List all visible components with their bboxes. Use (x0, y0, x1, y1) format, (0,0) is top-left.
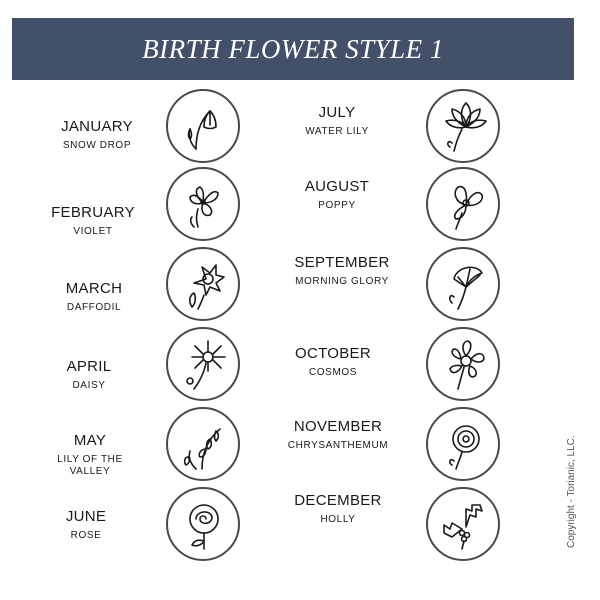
title-banner (12, 18, 574, 80)
violet-circle (166, 167, 240, 241)
month-name: JUNE (65, 508, 107, 525)
poppy-icon (436, 177, 490, 231)
lily-of-the-valley-icon (176, 417, 230, 471)
rose-icon (176, 497, 230, 551)
rose-circle (166, 487, 240, 561)
daisy-icon (176, 337, 230, 391)
cosmos-icon (436, 337, 490, 391)
flower-name: SNOW DROP (62, 140, 132, 151)
month-name: JULY (318, 104, 356, 121)
flower-name: VIOLET (73, 226, 113, 237)
month-label-may (40, 432, 140, 478)
month-label-october (278, 345, 388, 379)
water-lily-icon (436, 99, 490, 153)
month-label-march (44, 280, 144, 314)
flower-name: CHRYSANTHEMUM (287, 440, 389, 451)
month-name: MAY (73, 432, 107, 449)
month-label-february (43, 204, 143, 238)
month-name: OCTOBER (294, 345, 371, 362)
month-label-january (47, 118, 147, 152)
month-name: AUGUST (304, 178, 370, 195)
month-label-september (282, 254, 402, 288)
month-name: NOVEMBER (293, 418, 383, 435)
flower-name: LILY OF THE VALLEY (57, 454, 123, 477)
chrysanthemum-circle (426, 407, 500, 481)
copyright-text: Copyright - Torianic, LLC. (566, 435, 577, 548)
snowdrop-icon (176, 99, 230, 153)
flower-name: DAFFODIL (66, 302, 122, 313)
month-label-april (39, 358, 139, 392)
holly-circle (426, 487, 500, 561)
water-lily-circle (426, 89, 500, 163)
daffodil-circle (166, 247, 240, 321)
chrysanthemum-icon (436, 417, 490, 471)
holly-icon (436, 497, 490, 551)
violet-icon (176, 177, 230, 231)
flower-name: WATER LILY (305, 126, 369, 137)
flower-name: ROSE (70, 530, 102, 541)
flower-name: POPPY (318, 200, 356, 211)
lily-of-the-valley-circle (166, 407, 240, 481)
daffodil-icon (176, 257, 230, 311)
month-label-august (282, 178, 392, 212)
page-title: BIRTH FLOWER STYLE 1 (142, 33, 444, 64)
month-name: APRIL (66, 358, 112, 375)
month-name: FEBRUARY (51, 204, 135, 221)
flower-name: HOLLY (320, 514, 356, 525)
flower-name: DAISY (72, 380, 106, 391)
month-name: MARCH (65, 280, 123, 297)
cosmos-circle (426, 327, 500, 401)
snowdrop-circle (166, 89, 240, 163)
month-label-july (282, 104, 392, 138)
flower-name: MORNING GLORY (295, 276, 389, 287)
month-name: DECEMBER (294, 492, 382, 509)
morning-glory-circle (426, 247, 500, 321)
month-name: SEPTEMBER (294, 254, 390, 271)
morning-glory-icon (436, 257, 490, 311)
month-label-december (278, 492, 398, 526)
month-name: JANUARY (61, 118, 133, 135)
daisy-circle (166, 327, 240, 401)
poppy-circle (426, 167, 500, 241)
month-label-november (278, 418, 398, 452)
flower-name: COSMOS (308, 367, 358, 378)
month-label-june (36, 508, 136, 542)
